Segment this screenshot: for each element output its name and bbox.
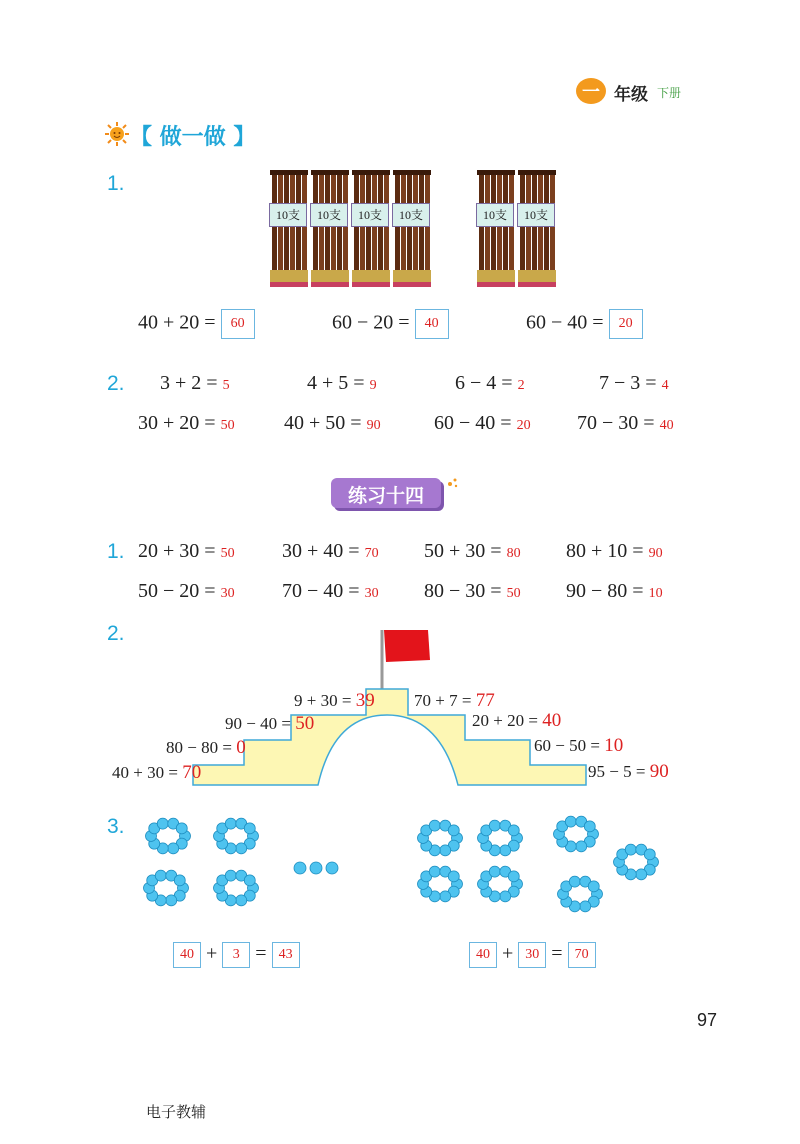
bundle-label: 10支 bbox=[269, 203, 307, 227]
exercise-2-label: 2. bbox=[107, 622, 125, 645]
answer[interactable]: 10 bbox=[604, 735, 624, 756]
equation: 60 − 40 = 20 bbox=[434, 412, 531, 434]
equation: 80 − 30 = 50 bbox=[424, 580, 521, 602]
question-1-label: 1. bbox=[107, 172, 125, 195]
bundle-label: 10支 bbox=[517, 203, 555, 227]
equation: 80 + 10 = 90 bbox=[566, 540, 663, 562]
grade-label: 年级 bbox=[614, 85, 648, 105]
answer[interactable]: 50 bbox=[506, 586, 521, 601]
answer[interactable]: 4 bbox=[661, 378, 669, 393]
stair-equation: 70 + 7 = 77 bbox=[414, 690, 495, 711]
answer[interactable]: 0 bbox=[236, 737, 246, 758]
answer[interactable]: 9 bbox=[369, 378, 377, 393]
exercise-1-label: 1. bbox=[107, 540, 125, 563]
bead-ring bbox=[478, 820, 523, 856]
equation: 3 + 2 = 5 bbox=[160, 372, 230, 394]
stair-equation: 90 − 40 = 50 bbox=[225, 713, 315, 734]
equation: 70 − 30 = 40 bbox=[577, 412, 674, 434]
answer-box[interactable]: 30 bbox=[518, 942, 546, 968]
single-bead bbox=[326, 862, 338, 874]
equation: 70 − 40 = 30 bbox=[282, 580, 379, 602]
bead-ring bbox=[214, 818, 259, 854]
stick-bundle bbox=[270, 170, 308, 288]
bead-ring bbox=[558, 876, 603, 912]
answer-box[interactable]: 20 bbox=[609, 309, 643, 339]
answer[interactable]: 40 bbox=[659, 418, 674, 433]
stair-equation: 80 − 80 = 0 bbox=[166, 737, 246, 758]
answer[interactable]: 20 bbox=[516, 418, 531, 433]
page-number: 97 bbox=[697, 1010, 718, 1030]
equation: 40 + 50 = 90 bbox=[284, 412, 381, 434]
stick-bundle bbox=[352, 170, 390, 288]
equation: 6 − 4 = 2 bbox=[455, 372, 525, 394]
stair-equation: 20 + 20 = 40 bbox=[472, 710, 562, 731]
stick-bundle bbox=[518, 170, 556, 288]
answer[interactable]: 70 bbox=[364, 546, 379, 561]
footer-text: 电子教辅 bbox=[146, 1103, 207, 1121]
stair-equation: 60 − 50 = 10 bbox=[534, 735, 624, 756]
bead-ring bbox=[478, 866, 523, 902]
answer[interactable]: 2 bbox=[517, 378, 525, 393]
equation-left: 40 + 3 = 43 bbox=[173, 942, 300, 968]
answer[interactable]: 77 bbox=[475, 690, 495, 711]
answer-box[interactable]: 3 bbox=[222, 942, 250, 968]
answer[interactable]: 50 bbox=[220, 418, 235, 433]
equation: 40 + 20 = 60 bbox=[138, 309, 255, 339]
bead-ring bbox=[418, 820, 463, 856]
equation: 30 + 40 = 70 bbox=[282, 540, 379, 562]
bundle-label: 10支 bbox=[351, 203, 389, 227]
answer-box[interactable]: 40 bbox=[173, 942, 201, 968]
volume-label: 下册 bbox=[657, 86, 682, 100]
equation: 7 − 3 = 4 bbox=[599, 372, 669, 394]
stick-bundle bbox=[477, 170, 515, 288]
single-bead bbox=[294, 862, 306, 874]
grade-number: 一 bbox=[582, 82, 600, 103]
question-2-label: 2. bbox=[107, 372, 125, 395]
sun-icon bbox=[104, 121, 130, 147]
answer-box[interactable]: 70 bbox=[568, 942, 596, 968]
equation: 90 − 80 = 10 bbox=[566, 580, 663, 602]
stick-bundle bbox=[311, 170, 349, 288]
bead-figure bbox=[0, 800, 800, 930]
stair-equation: 95 − 5 = 90 bbox=[588, 761, 669, 782]
answer[interactable]: 70 bbox=[182, 762, 202, 783]
answer[interactable]: 90 bbox=[366, 418, 381, 433]
bead-ring bbox=[214, 870, 259, 906]
equation: 50 + 30 = 80 bbox=[424, 540, 521, 562]
equation: 50 − 20 = 30 bbox=[138, 580, 235, 602]
answer[interactable]: 90 bbox=[648, 546, 663, 561]
bundle-label: 10支 bbox=[476, 203, 514, 227]
stick-bundle bbox=[393, 170, 431, 288]
dots-icon bbox=[446, 476, 460, 490]
bead-ring bbox=[144, 870, 189, 906]
answer[interactable]: 50 bbox=[295, 713, 315, 734]
equation-right: 40 + 30 = 70 bbox=[469, 942, 596, 968]
answer[interactable]: 30 bbox=[220, 586, 235, 601]
answer-box[interactable]: 60 bbox=[221, 309, 255, 339]
answer[interactable]: 40 bbox=[542, 710, 562, 731]
bead-ring bbox=[418, 866, 463, 902]
equation: 20 + 30 = 50 bbox=[138, 540, 235, 562]
answer[interactable]: 30 bbox=[364, 586, 379, 601]
equation: 4 + 5 = 9 bbox=[307, 372, 377, 394]
answer[interactable]: 80 bbox=[506, 546, 521, 561]
exercise-3-label: 3. bbox=[107, 815, 125, 838]
zuoyizuo-title: 【 做一做 】 bbox=[130, 125, 256, 150]
answer-box[interactable]: 40 bbox=[469, 942, 497, 968]
bundle-label: 10支 bbox=[310, 203, 348, 227]
stair-equation: 40 + 30 = 70 bbox=[112, 762, 202, 783]
equation: 60 − 40 = 20 bbox=[526, 309, 643, 339]
answer[interactable]: 39 bbox=[355, 690, 375, 711]
bundle-label: 10支 bbox=[392, 203, 430, 227]
bead-ring bbox=[614, 844, 659, 880]
answer-box[interactable]: 40 bbox=[415, 309, 449, 339]
answer[interactable]: 5 bbox=[222, 378, 230, 393]
stair-equation: 9 + 30 = 39 bbox=[294, 690, 375, 711]
answer[interactable]: 90 bbox=[649, 761, 669, 782]
answer-box[interactable]: 43 bbox=[272, 942, 300, 968]
answer[interactable]: 50 bbox=[220, 546, 235, 561]
answer[interactable]: 10 bbox=[648, 586, 663, 601]
bead-ring bbox=[146, 818, 191, 854]
single-bead bbox=[310, 862, 322, 874]
bead-ring bbox=[554, 816, 599, 852]
exercise-title-text: 练习十四 bbox=[347, 485, 424, 507]
equation: 30 + 20 = 50 bbox=[138, 412, 235, 434]
equation: 60 − 20 = 40 bbox=[332, 309, 449, 339]
